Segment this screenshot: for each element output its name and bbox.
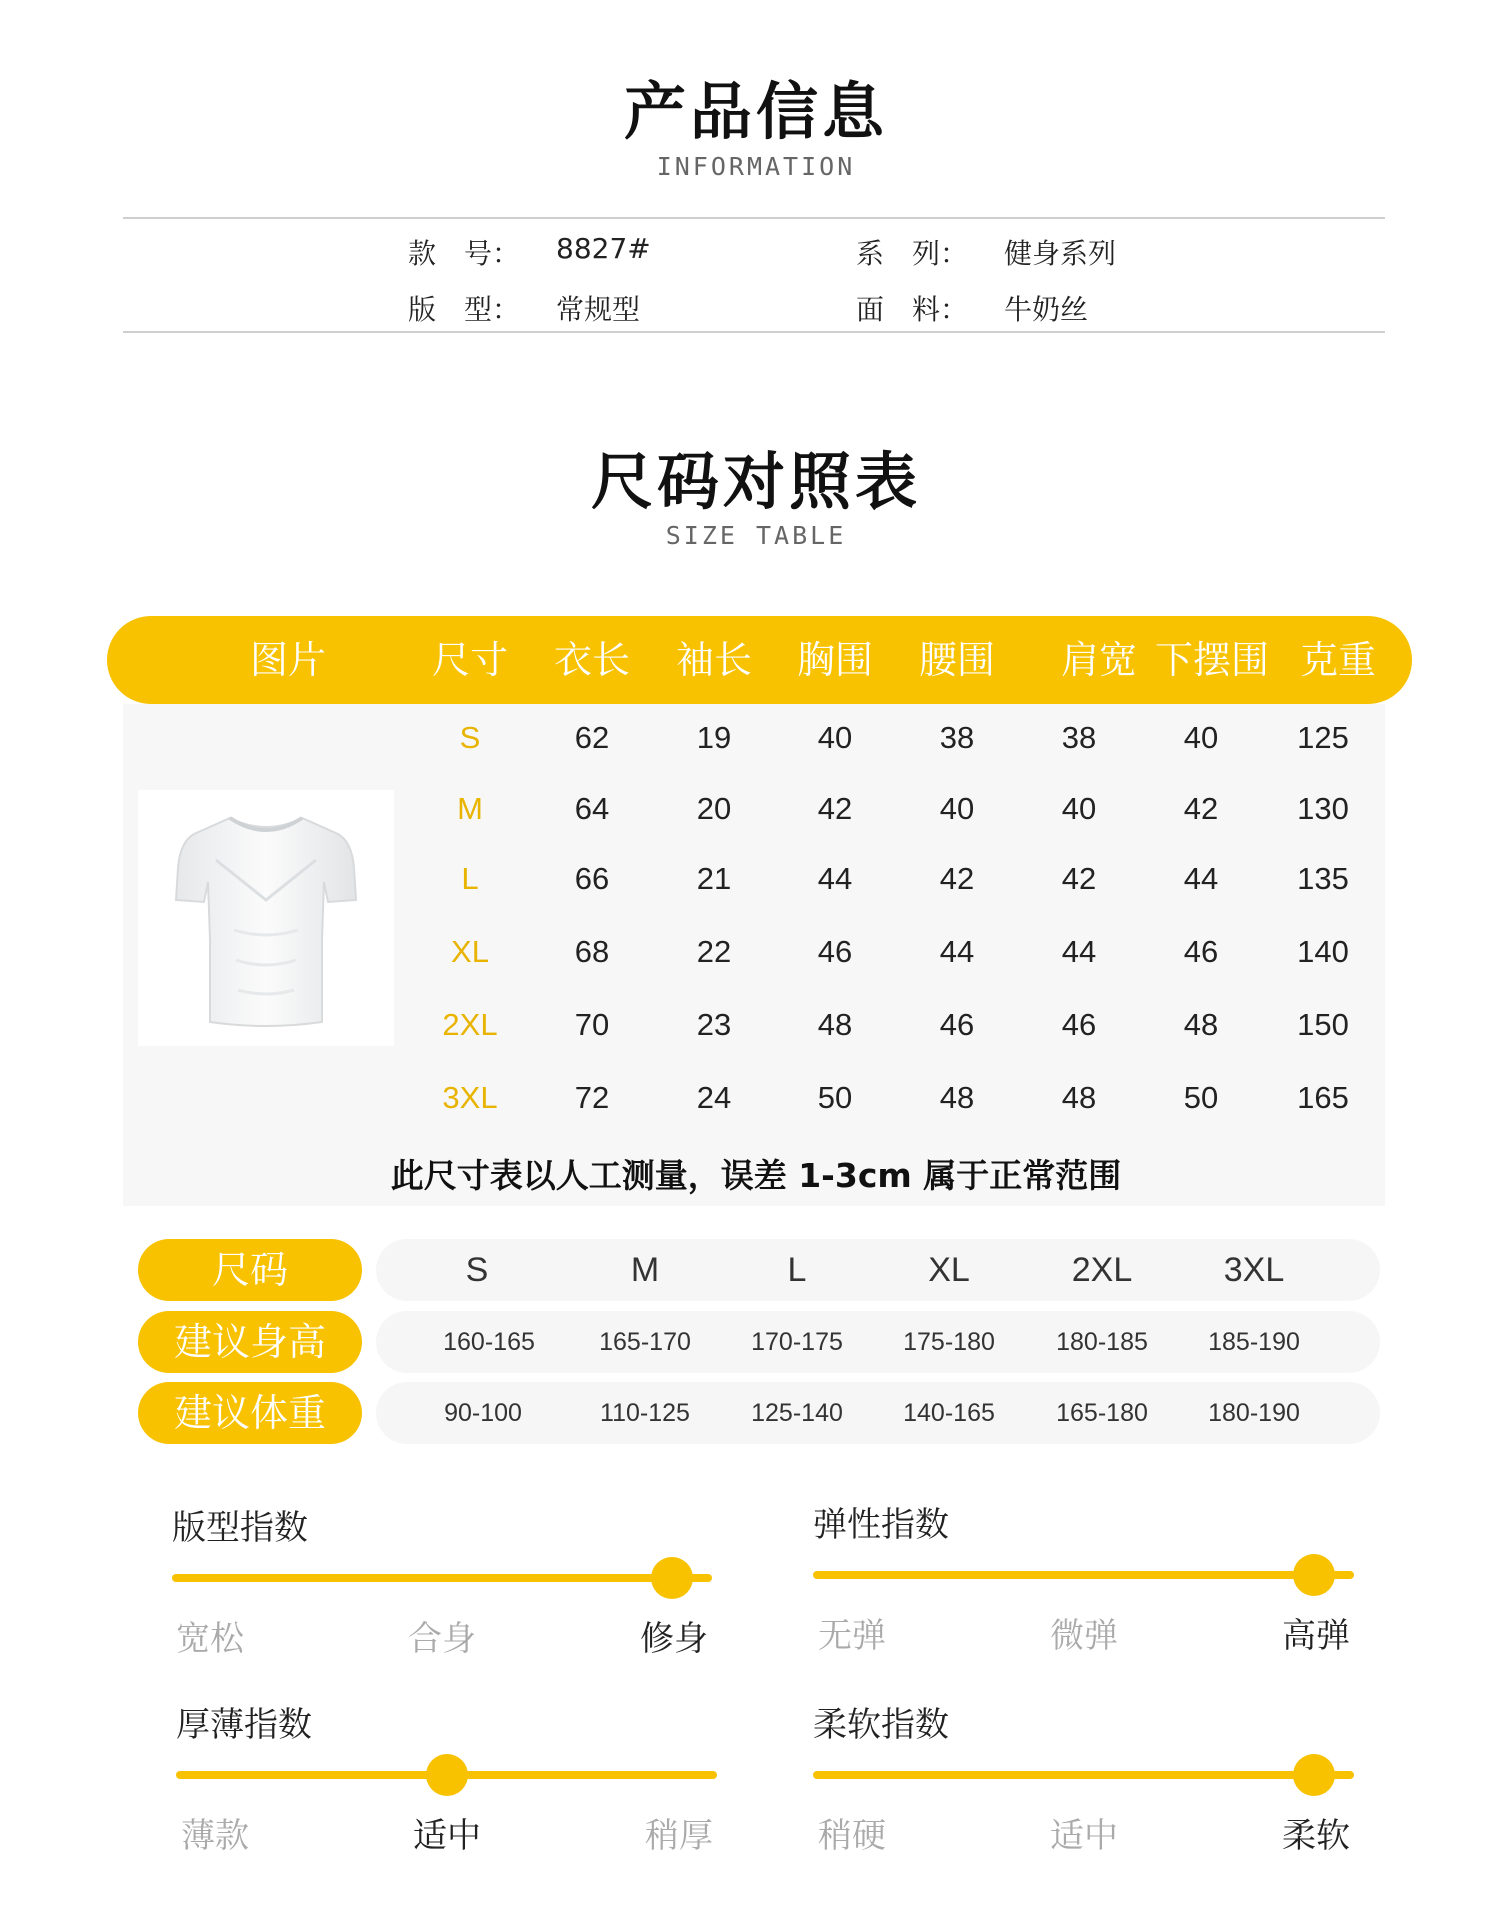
suggest-size: XL — [928, 1251, 970, 1289]
softness-index-knob — [1293, 1754, 1335, 1796]
table-row — [0, 1080, 1512, 1130]
thickness-option: 薄款 — [181, 1816, 249, 1856]
shoulder-cell: 46 — [1061, 1007, 1097, 1042]
style-number-value: 8827# — [556, 232, 651, 265]
fabric-label: 面 料： — [856, 293, 969, 326]
thickness-index-knob — [426, 1754, 468, 1796]
length-cell: 68 — [574, 934, 610, 969]
length-cell: 70 — [574, 1007, 610, 1042]
softness-index-title: 柔软指数 — [813, 1705, 949, 1745]
suggest-size: M — [630, 1251, 660, 1289]
elasticity-option: 微弹 — [1050, 1616, 1118, 1656]
suggest-height: 175-180 — [903, 1328, 995, 1356]
waist-cell: 46 — [939, 1007, 975, 1042]
info-top-divider — [123, 217, 1385, 219]
weight-pill-label: 建议体重 — [138, 1382, 362, 1444]
chest-cell: 50 — [817, 1080, 853, 1115]
header-waist: 腰围 — [918, 638, 995, 682]
size-cell: XL — [451, 934, 489, 969]
header-length: 衣长 — [553, 638, 630, 682]
header-shoulder: 肩宽 — [1060, 638, 1137, 682]
weight-cell: 135 — [1297, 861, 1349, 896]
weight-cell: 130 — [1297, 791, 1349, 826]
weight-cell: 125 — [1297, 720, 1349, 755]
elasticity-index-track — [813, 1571, 1354, 1579]
sleeve-cell: 22 — [696, 934, 732, 969]
suggest-height: 180-185 — [1056, 1328, 1148, 1356]
series-value: 健身系列 — [1004, 237, 1117, 270]
height-pill-track — [376, 1311, 1380, 1373]
fabric-value: 牛奶丝 — [1004, 293, 1089, 326]
shoulder-cell: 40 — [1061, 791, 1097, 826]
series-label: 系 列： — [856, 237, 969, 270]
table-row — [0, 934, 1512, 984]
size-table-subtitle: SIZE TABLE — [665, 521, 847, 550]
size-cell: S — [459, 720, 481, 755]
weight-cell: 165 — [1297, 1080, 1349, 1115]
length-cell: 72 — [574, 1080, 610, 1115]
suggest-height: 160-165 — [443, 1328, 535, 1356]
size-cell: M — [457, 791, 483, 826]
elasticity-index-title: 弹性指数 — [813, 1505, 949, 1545]
size-table-title: 尺码对照表 — [590, 445, 921, 518]
suggest-height: 165-170 — [599, 1328, 691, 1356]
chest-cell: 42 — [817, 791, 853, 826]
fit-option-selected: 修身 — [640, 1619, 708, 1659]
fit-option: 合身 — [408, 1619, 476, 1659]
size-cell: 2XL — [442, 1007, 498, 1042]
hem-cell: 40 — [1183, 720, 1219, 755]
hem-cell: 46 — [1183, 934, 1219, 969]
waist-cell: 44 — [939, 934, 975, 969]
sleeve-cell: 23 — [696, 1007, 732, 1042]
suggest-weight: 165-180 — [1056, 1399, 1148, 1427]
info-subtitle: INFORMATION — [656, 152, 856, 181]
size-pill-label: 尺码 — [138, 1239, 362, 1301]
info-title: 产品信息 — [623, 75, 888, 148]
size-pill-track — [376, 1239, 1380, 1301]
sleeve-cell: 20 — [696, 791, 732, 826]
size-table-header — [107, 616, 1412, 704]
sleeve-cell: 21 — [696, 861, 732, 896]
table-row — [0, 791, 1512, 841]
header-size: 尺寸 — [431, 638, 508, 682]
waist-cell: 40 — [939, 791, 975, 826]
table-row — [0, 1007, 1512, 1057]
suggest-weight: 125-140 — [751, 1399, 843, 1427]
shoulder-cell: 38 — [1061, 720, 1097, 755]
chest-cell: 44 — [817, 861, 853, 896]
softness-option-selected: 柔软 — [1282, 1816, 1350, 1856]
height-pill-label: 建议身高 — [138, 1311, 362, 1373]
size-cell: 3XL — [442, 1080, 498, 1115]
suggest-weight: 90-100 — [444, 1399, 522, 1427]
fit-label: 版 型： — [408, 293, 521, 326]
length-cell: 62 — [574, 720, 610, 755]
style-number-label: 款 号： — [408, 237, 521, 270]
weight-cell: 150 — [1297, 1007, 1349, 1042]
weight-cell: 140 — [1297, 934, 1349, 969]
waist-cell: 38 — [939, 720, 975, 755]
weight-pill-track — [376, 1382, 1380, 1444]
table-row — [0, 720, 1512, 770]
sleeve-cell: 24 — [696, 1080, 732, 1115]
header-weight: 克重 — [1299, 638, 1376, 682]
suggest-weight: 110-125 — [600, 1399, 690, 1427]
waist-cell: 48 — [939, 1080, 975, 1115]
chest-cell: 46 — [817, 934, 853, 969]
header-hem: 下摆围 — [1154, 638, 1269, 682]
suggest-height: 185-190 — [1208, 1328, 1300, 1356]
waist-cell: 42 — [939, 861, 975, 896]
shoulder-cell: 48 — [1061, 1080, 1097, 1115]
sleeve-cell: 19 — [696, 720, 732, 755]
size-cell: L — [461, 861, 479, 896]
thickness-index-title: 厚薄指数 — [176, 1705, 312, 1745]
softness-option: 稍硬 — [818, 1816, 886, 1856]
chest-cell: 48 — [817, 1007, 853, 1042]
header-chest: 胸围 — [796, 638, 873, 682]
hem-cell: 44 — [1183, 861, 1219, 896]
fit-index-knob — [651, 1557, 693, 1599]
hem-cell: 42 — [1183, 791, 1219, 826]
fit-value: 常规型 — [556, 293, 641, 326]
suggest-size: L — [787, 1251, 807, 1289]
suggest-height: 170-175 — [751, 1328, 843, 1356]
shoulder-cell: 42 — [1061, 861, 1097, 896]
suggest-size: 3XL — [1223, 1251, 1285, 1289]
hem-cell: 50 — [1183, 1080, 1219, 1115]
elasticity-index-knob — [1293, 1554, 1335, 1596]
info-bottom-divider — [123, 331, 1385, 333]
chest-cell: 40 — [817, 720, 853, 755]
suggest-weight: 180-190 — [1208, 1399, 1300, 1427]
fit-option: 宽松 — [176, 1619, 244, 1659]
elasticity-option: 无弹 — [818, 1616, 886, 1656]
fit-index-track — [172, 1574, 712, 1582]
thickness-option-selected: 适中 — [413, 1816, 481, 1856]
suggest-weight: 140-165 — [903, 1399, 995, 1427]
fit-index-title: 版型指数 — [172, 1508, 308, 1548]
header-image: 图片 — [249, 638, 326, 682]
measurement-note: 此尺寸表以人工测量，误差 1-3cm 属于正常范围 — [390, 1156, 1122, 1195]
softness-index-track — [813, 1771, 1354, 1779]
table-row — [0, 861, 1512, 911]
suggest-size: 2XL — [1071, 1251, 1133, 1289]
elasticity-option-selected: 高弹 — [1282, 1616, 1350, 1656]
length-cell: 66 — [574, 861, 610, 896]
header-sleeve: 袖长 — [675, 638, 752, 682]
shoulder-cell: 44 — [1061, 934, 1097, 969]
length-cell: 64 — [574, 791, 610, 826]
hem-cell: 48 — [1183, 1007, 1219, 1042]
thickness-option: 稍厚 — [645, 1816, 713, 1856]
softness-option: 适中 — [1050, 1816, 1118, 1856]
suggest-size: S — [465, 1251, 489, 1289]
